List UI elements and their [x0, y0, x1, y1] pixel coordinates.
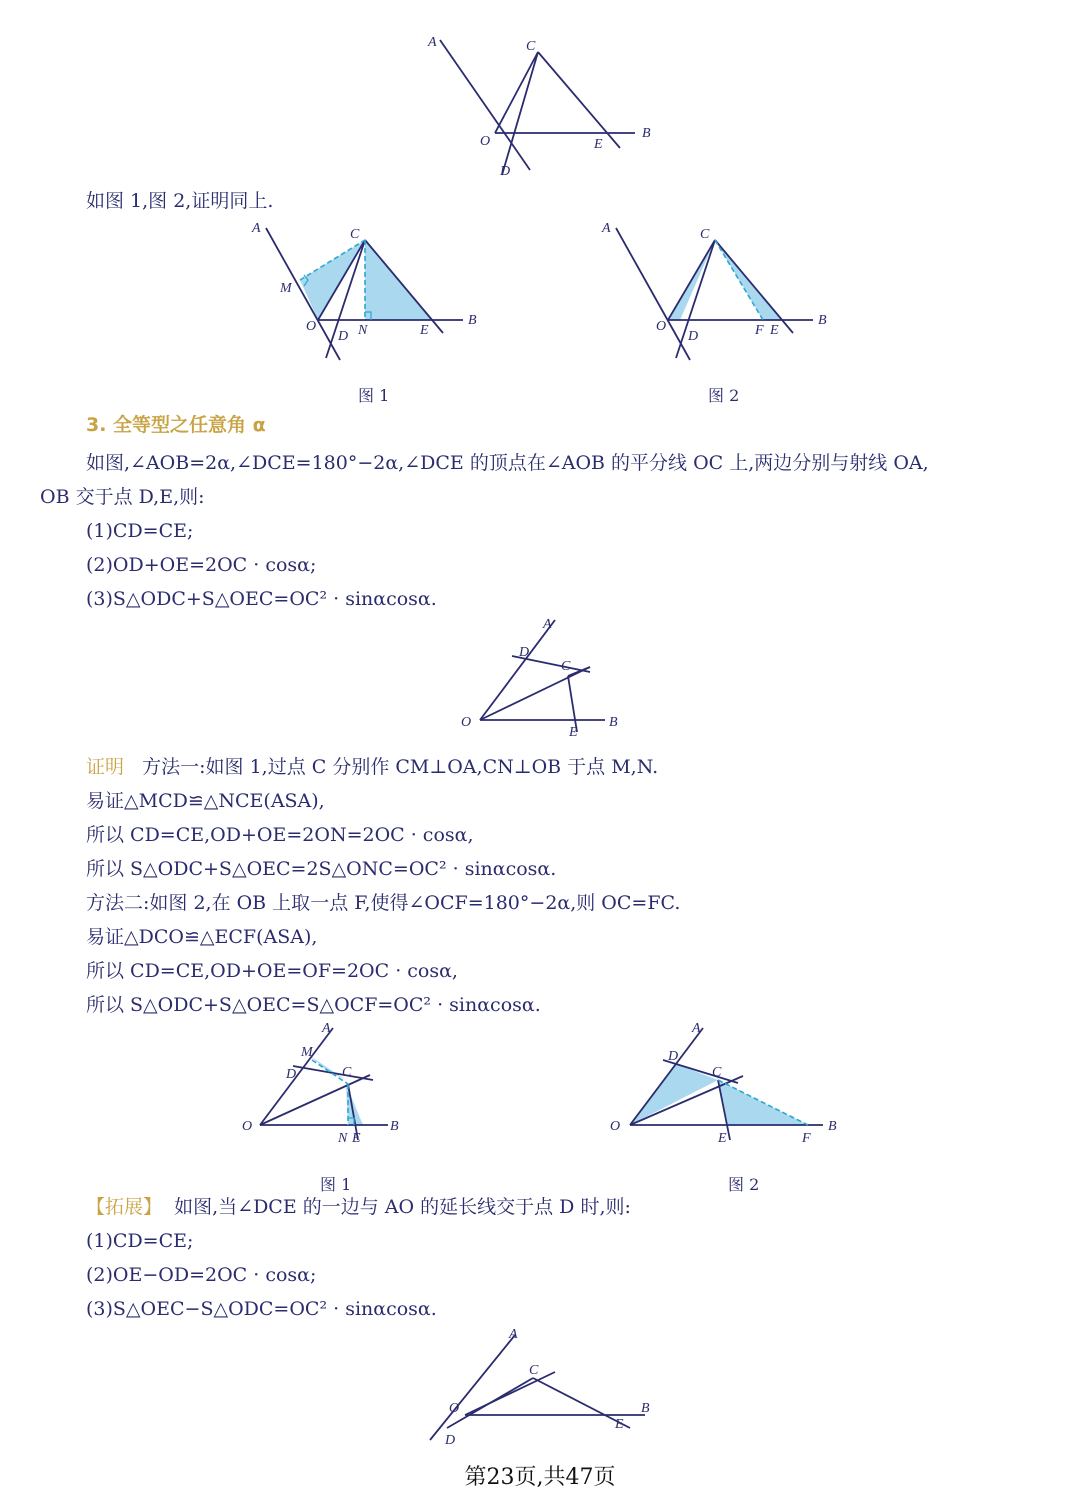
text-line: (3)S△ODC+S△OEC=OC² · sinαcosα.: [86, 588, 437, 610]
label-e: E: [770, 323, 779, 338]
text-line: 所以 CD=CE,OD+OE=OF=2OC · cosα,: [86, 960, 458, 982]
text-line: 方法一:如图 1,过点 C 分别作 CM⊥OA,CN⊥OB 于点 M,N.: [142, 756, 659, 778]
label-b: B: [818, 313, 827, 328]
proof-label: 证明: [86, 756, 125, 778]
label-o: O: [461, 715, 472, 730]
diagram-fig2-a: [238, 1018, 418, 1153]
label-n: N: [338, 1131, 348, 1146]
label-o: O: [656, 319, 667, 334]
label-d: D: [500, 164, 511, 179]
label-b: B: [642, 126, 651, 141]
label-c: C: [342, 1065, 352, 1080]
label-d: D: [338, 329, 349, 344]
label-b: B: [390, 1119, 399, 1134]
label-f: F: [802, 1131, 811, 1146]
text-line: (3)S△OEC−S△ODC=OC² · sinαcosα.: [86, 1298, 437, 1320]
label-o: O: [610, 1119, 621, 1134]
label-o: O: [449, 1401, 460, 1416]
label-c: C: [529, 1363, 539, 1378]
label-e: E: [420, 323, 429, 338]
text-line: 如图,当∠DCE 的一边与 AO 的延长线交于点 D 时,则:: [174, 1196, 631, 1218]
caption-fig1: 图 1: [358, 386, 390, 405]
label-f: F: [755, 323, 764, 338]
label-c: C: [350, 227, 360, 242]
label-o: O: [242, 1119, 253, 1134]
label-e: E: [718, 1131, 727, 1146]
text-line: 所以 S△ODC+S△OEC=S△OCF=OC² · sinαcosα.: [86, 994, 541, 1016]
label-n: N: [358, 323, 368, 338]
text-line: 易证△DCO≌△ECF(ASA),: [86, 926, 318, 948]
text-line: (2)OE−OD=2OC · cosα;: [86, 1264, 317, 1286]
label-a: A: [252, 221, 261, 236]
diagram-bottom: [425, 1320, 665, 1450]
diagram-fig1-a: [248, 218, 488, 368]
label-b: B: [641, 1401, 650, 1416]
label-c: C: [526, 39, 536, 54]
caption-fig2: 图 2: [728, 1175, 760, 1194]
label-c: C: [561, 659, 571, 674]
label-a: A: [322, 1021, 331, 1036]
diagram-middle: [455, 612, 635, 742]
extension-line: [86, 1194, 631, 1220]
label-d: D: [286, 1067, 297, 1082]
label-e: E: [615, 1417, 624, 1432]
label-o: O: [480, 134, 491, 149]
diagram-fig2-b: [608, 1018, 848, 1153]
proof-line: [86, 754, 658, 780]
text-line: 所以 S△ODC+S△OEC=2S△ONC=OC² · sinαcosα.: [86, 858, 557, 880]
label-c: C: [700, 227, 710, 242]
label-d: D: [668, 1049, 679, 1064]
label-e: E: [352, 1131, 361, 1146]
label-d: D: [445, 1433, 456, 1448]
label-e: E: [569, 725, 578, 740]
caption-fig1: 图 1: [320, 1175, 352, 1194]
text-line: (1)CD=CE;: [86, 1230, 194, 1252]
text-line: OB 交于点 D,E,则:: [40, 486, 205, 508]
label-a: A: [602, 221, 611, 236]
ext-label: 【拓展】: [86, 1196, 163, 1218]
label-a: A: [509, 1327, 518, 1342]
label-d: D: [688, 329, 699, 344]
diagram-top: [420, 30, 660, 180]
label-c: C: [712, 1065, 722, 1080]
text-line: (2)OD+OE=2OC · cosα;: [86, 554, 317, 576]
label-m: M: [280, 281, 292, 296]
text-line: 如图,∠AOB=2α,∠DCE=180°−2α,∠DCE 的顶点在∠AOB 的平分线 OC 上,两边分别与射线 OA,: [86, 452, 929, 474]
label-b: B: [468, 313, 477, 328]
label-d: D: [519, 645, 530, 660]
text-line: 所以 CD=CE,OD+OE=2ON=2OC · cosα,: [86, 824, 474, 846]
text-line: 如图 1,图 2,证明同上.: [86, 190, 274, 212]
label-a: A: [692, 1021, 701, 1036]
text-line: 易证△MCD≌△NCE(ASA),: [86, 790, 325, 812]
text-line: 方法二:如图 2,在 OB 上取一点 F,使得∠OCF=180°−2α,则 OC=FC.: [86, 892, 681, 914]
caption-fig2: 图 2: [708, 386, 740, 405]
diagram-fig1-b: [598, 218, 838, 368]
section-title: 3. 全等型之任意角 α: [86, 414, 266, 436]
label-o: O: [306, 319, 317, 334]
label-a: A: [543, 617, 552, 632]
page-footer: 第23页,共47页: [464, 1465, 616, 1490]
text-line: (1)CD=CE;: [86, 520, 194, 542]
label-e: E: [594, 137, 603, 152]
label-b: B: [828, 1119, 837, 1134]
label-a: A: [428, 35, 437, 50]
label-b: B: [609, 715, 618, 730]
label-m: M: [301, 1045, 313, 1060]
